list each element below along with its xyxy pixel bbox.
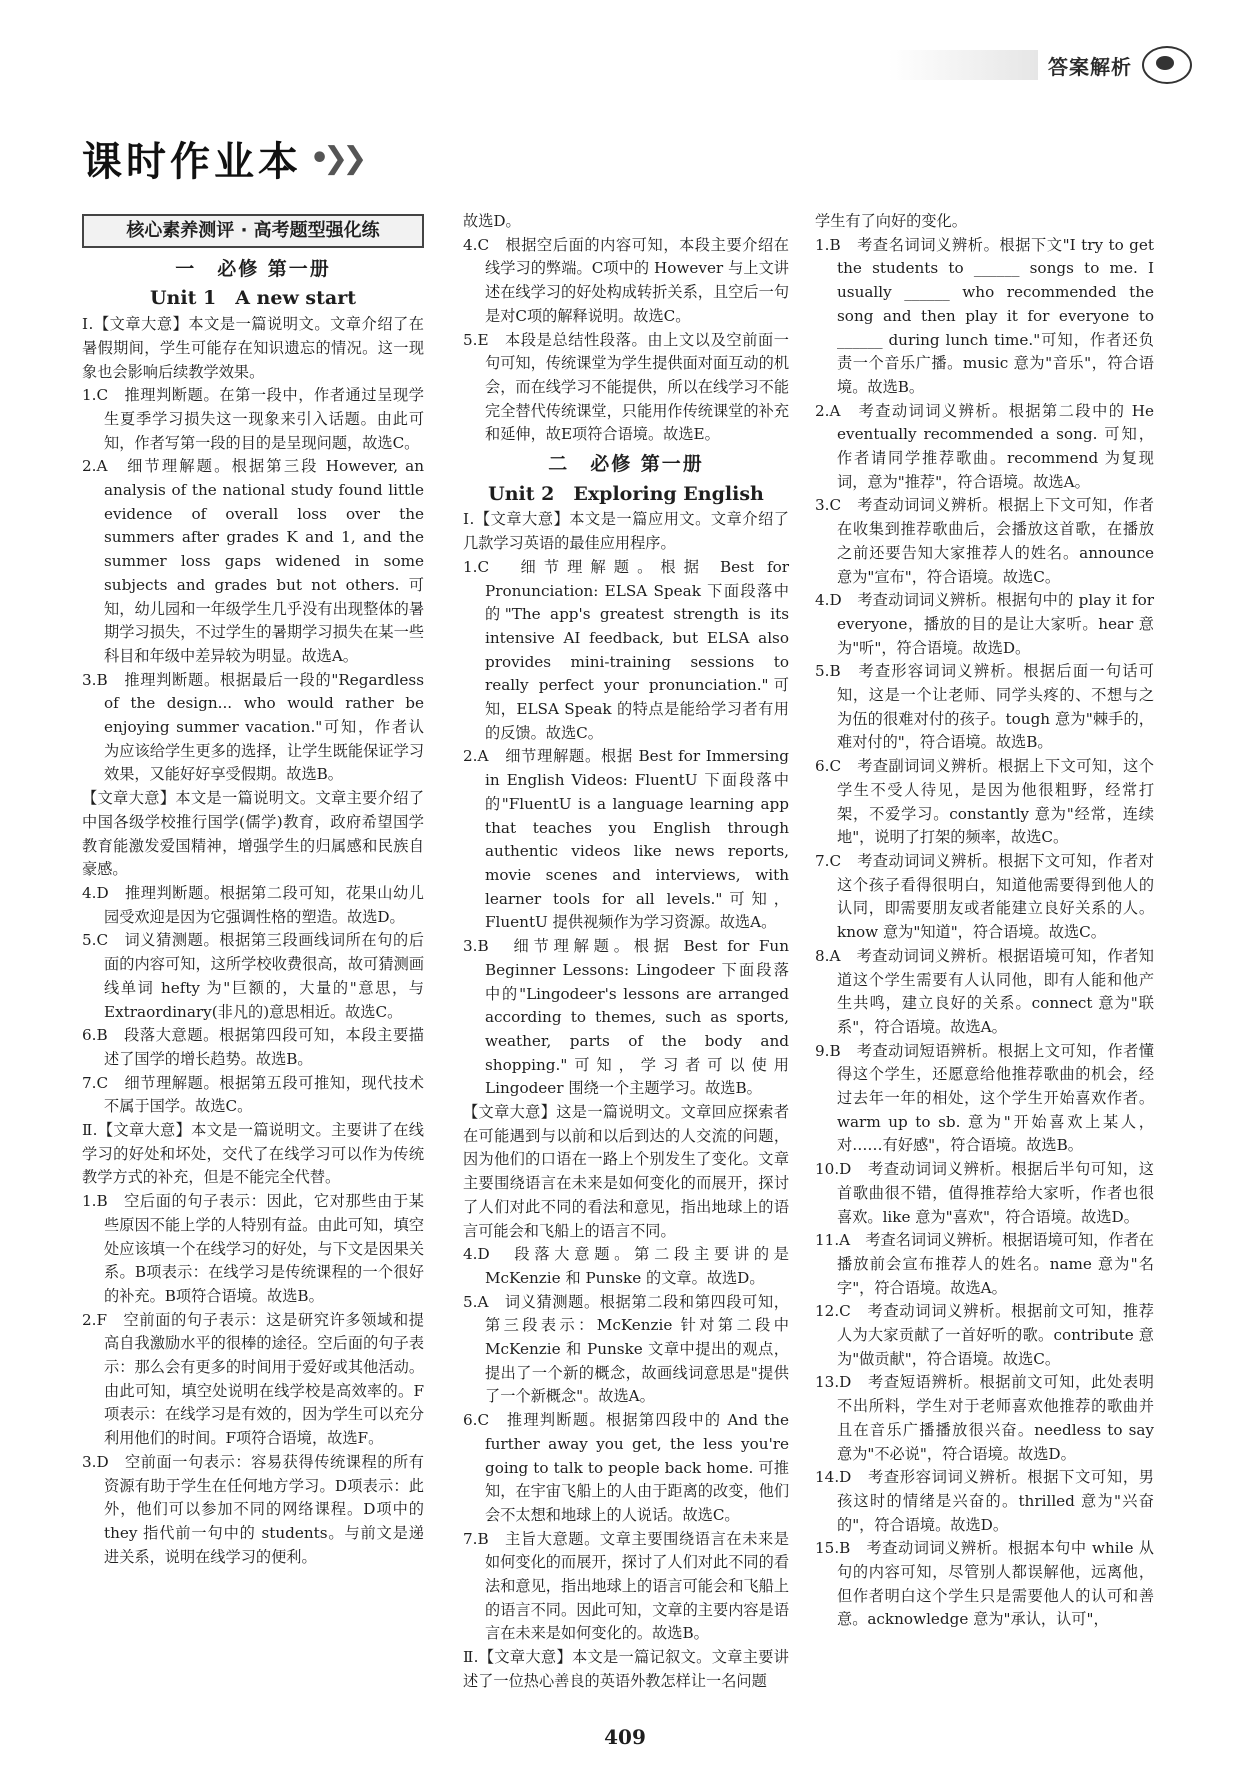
page-number: 409 (604, 1725, 646, 1749)
answer-paragraph: 5.C 词义猜测题。根据第三段画线词所在句的后面的内容可知，这所学校收费很高，故可猜测画线单词 hefty 为"巨额的，大量的"意思，与 Extraordinary(非凡的)意思相近。故选C。 (82, 931, 424, 1021)
answer-paragraph: 12.C 考查动词词义辨析。根据前文可知，推荐人为大家贡献了一首好听的歌。contribute 意为"做贡献"，符合语境。故选C。 (815, 1302, 1154, 1368)
unit-heading: Unit 2 Exploring English (488, 482, 764, 505)
answer-paragraph: 3.B 细节理解题。根据 Best for Fun Beginner Lessons: Lingodeer 下面段落中的"Lingodeer's lessons are arranged according to themes, such as sports, weather, parts of the body and shopping."可知，学习者可以使用 Lingodeer 围绕一个主题学习。故选B。 (463, 937, 789, 1098)
answer-paragraph: 2.A 细节理解题。根据第三段 However, an analysis of the national study found little evidence of overall loss over the summers after grades K and 1, and the summer loss gaps widened in some subjects and grades but not others. 可知，幼儿园和一年级学生几乎没有出现整体的暑期学习损失，不过学生的暑期学习损失在某一些科目和年级中差异较为明显。故选A。 (82, 457, 424, 665)
column-3 (815, 210, 1154, 1632)
answer-paragraph: 4.D 段落大意题。第二段主要讲的是 McKenzie 和 Punske 的文章。故选D。 (463, 1245, 789, 1287)
answer-paragraph: 11.A 考查名词词义辨析。根据语境可知，作者在播放前会宣布推荐人的姓名。name 意为"名字"，符合语境。故选A。 (815, 1231, 1154, 1297)
answer-paragraph: 3.B 推理判断题。根据最后一段的"Regardless of the design... who would rather be enjoying summer vacation."可知，作者认为应该给学生更多的选择，让学生既能保证学习效果，又能好好享受假期。故选B。 (82, 670, 424, 784)
section-heading: 二 必修 第一册 (548, 453, 704, 476)
answer-paragraph: 【文章大意】本文是一篇说明文。文章主要介绍了中国各级学校推行国学(儒学)教育，政府希望国学教育能激发爱国精神，增强学生的归属感和民族自豪感。 (82, 789, 424, 879)
answer-paragraph: 4.C 根据空后面的内容可知，本段主要介绍在线学习的弊端。C项中的 However 与上文讲述在线学习的好处构成转折关系，且空后一句是对C项的解释说明。故选C。 (463, 235, 789, 325)
answer-paragraph: 6.C 考查副词词义辨析。根据上下文可知，这个学生不受人待见，是因为他很粗野，经常打架，不爱学习。constantly 意为"经常，连续地"，说明了打架的频率，故选C。 (815, 757, 1154, 847)
answer-paragraph: 2.A 细节理解题。根据 Best for Immersing in English Videos: FluentU 下面段落中的"FluentU is a language learning app that teaches you English through authentic videos like news reports, movie scenes and interviews, with learner tools for all levels."可知，FluentU 提供视频作为学习资源。故选A。 (463, 747, 789, 932)
answer-paragraph: 5.E 本段是总结性段落。由上文以及空前面一句可知，传统课堂为学生提供面对面互动的机会，而在线学习不能提供，所以在线学习不能完全替代传统课堂，只能用作传统课堂的补充和延伸，故E项符合语境。故选E。 (463, 330, 789, 444)
unit-heading: Unit 1 A new start (149, 287, 356, 310)
column-2-body (463, 508, 789, 1693)
answer-paragraph: 6.B 段落大意题。根据第四段可知，本段主要描述了国学的增长趋势。故选B。 (82, 1026, 424, 1068)
column-2-body-top (463, 210, 789, 447)
answer-paragraph: 4.D 推理判断题。根据第二段可知，花果山幼儿园受欢迎是因为它强调性格的塑造。故选D。 (82, 883, 424, 926)
answer-paragraph: 5.B 考查形容词词义辨析。根据后面一句话可知，这是一个让老师、同学头疼的、不想与之为伍的很难对付的孩子。tough 意为"棘手的，难对付的"，符合语境。故选B。 (815, 662, 1154, 752)
page-header (888, 46, 1192, 84)
answer-paragraph: 15.B 考查动词词义辨析。根据本句中 while 从句的内容可知，尽管别人都误解他，远离他，但作者明白这个学生只是需要他人的认可和善意。acknowledge 意为"承认，认可"， (815, 1539, 1154, 1629)
double-chevron-icon: •❯❯ (310, 141, 362, 176)
answer-paragraph: 学生有了向好的变化。 (815, 212, 967, 230)
answer-paragraph: 1.B 考查名词词义辨析。根据下文"I try to get the students to ______ songs to me. I usually ______ who recommended the song and then play it for everyone to ______ during lunch time."可知，作者还负责一个音乐广播。music 意为"音乐"，符合语境。故选B。 (815, 235, 1154, 396)
header-bar (888, 50, 1038, 80)
answer-paragraph: 故选D。 (463, 212, 521, 230)
page-title-text: 课时作业本 (82, 139, 302, 185)
answer-paragraph: 8.A 考查动词词义辨析。根据语境可知，作者知道这个学生需要有人认同他，即有人能和他产生共鸣，建立良好的关系。connect 意为"联系"，符合语境。故选A。 (815, 946, 1154, 1036)
column-1 (82, 210, 424, 1569)
answer-paragraph: 14.D 考查形容词词义辨析。根据下文可知，男孩这时的情绪是兴奋的。thrilled 意为"兴奋的"，符合语境。故选D。 (815, 1468, 1154, 1534)
answer-paragraph: 4.D 考查动词词义辨析。根据句中的 play it for everyone，播放的目的是让大家听。hear 意为"听"，符合语境。故选D。 (815, 591, 1154, 657)
answer-paragraph: Ⅰ.【文章大意】本文是一篇应用文。文章介绍了几款学习英语的最佳应用程序。 (463, 510, 789, 553)
answer-paragraph: Ⅰ.【文章大意】本文是一篇说明文。文章介绍了在暑假期间，学生可能存在知识遗忘的情况。这一现象也会影响后续教学效果。 (82, 315, 424, 381)
page-title (82, 130, 361, 187)
answer-paragraph: 5.A 词义猜测题。根据第二段和第四段可知，第三段表示：McKenzie 针对第二段中 McKenzie 和 Punske 文章中提出的观点，提出了一个新的概念，故画线词意思是"提供了一个新概念"。故选A。 (463, 1292, 789, 1406)
answer-paragraph: 1.C 推理判断题。在第一段中，作者通过呈现学生夏季学习损失这一现象来引入话题。由此可知，作者写第一段的目的是呈现问题，故选C。 (82, 386, 424, 452)
answer-paragraph: Ⅱ.【文章大意】本文是一篇记叙文。文章主要讲述了一位热心善良的英语外教怎样让一名问题 (463, 1648, 789, 1690)
answer-paragraph: 9.B 考查动词短语辨析。根据上文可知，作者懂得这个学生，还愿意给他推荐歌曲的机会，经过去年一年的相处，这个学生开始喜欢作者。warm up to sb. 意为"开始喜欢上某人，对……有好感"，符合语境。故选B。 (815, 1041, 1154, 1155)
header-label: 答案解析 (1048, 54, 1132, 79)
answer-paragraph: 3.C 考查动词词义辨析。根据上下文可知，作者在收集到推荐歌曲后，会播放这首歌，在播放之前还要告知大家推荐人的姓名。announce 意为"宣布"，符合语境。故选C。 (815, 496, 1154, 586)
answer-paragraph: 7.B 主旨大意题。文章主要围绕语言在未来是如何变化的而展开，探讨了人们对此不同的看法和意见，指出地球上的语言可能会和飞船上的语言不同。因此可知，文章的主要内容是语言在未来是如何变化的。故选B。 (463, 1529, 789, 1643)
answer-paragraph: 1.B 空后面的句子表示：因此，它对那些由于某些原因不能上学的人特别有益。由此可知，填空处应该填一个在线学习的好处，与下文是因果关系。B项表示：在线学习是传统课程的一个很好的补充。B项符合语境。故选B。 (82, 1192, 424, 1305)
eye-logo-icon (1142, 46, 1192, 84)
section-heading: 一 必修 第一册 (175, 257, 331, 280)
answer-paragraph: 7.C 细节理解题。根据第五段可推知，现代技术不属于国学。故选C。 (82, 1073, 424, 1116)
section-badge: 核心素养测评 · 高考题型强化练 (82, 214, 424, 248)
answer-paragraph: 2.F 空前面的句子表示：这是研究许多领域和提高自我激励水平的很棒的途径。空后面的句子表示：那么会有更多的时间用于爱好或其他活动。由此可知，填空处说明在线学校是高效率的。F项表示：在线学习是有效的，因为学生可以充分利用他们的时间。F项符合语境，故选F。 (82, 1310, 424, 1448)
answer-paragraph: 7.C 考查动词词义辨析。根据下文可知，作者对这个孩子看得很明白，知道他需要得到他人的认同，即需要朋友或者能建立良好关系的人。know 意为"知道"，符合语境。故选C。 (815, 851, 1154, 942)
answer-paragraph: Ⅱ.【文章大意】本文是一篇说明文。主要讲了在线学习的好处和坏处，交代了在线学习可以作为传统教学方式的补充，但是不能完全代替。 (82, 1121, 424, 1187)
column-3-body (815, 210, 1154, 1632)
answer-paragraph: 2.A 考查动词词义辨析。根据第二段中的 He eventually recommended a song. 可知，作者请同学推荐歌曲。recommend 为复现词，意为"推荐"，符合语境。故选A。 (815, 401, 1154, 491)
column-1-body (82, 313, 424, 1569)
answer-paragraph: 【文章大意】这是一篇说明文。文章回应探索者在可能遇到与以前和以后到达的人交流的问题，因为他们的口语在一路上个别发生了变化。文章主要围绕语言在未来是如何变化的而展开，探讨了人们对此不同的看法和意见，指出地球上的语言可能会和飞船上的语言不同。 (463, 1103, 789, 1240)
answer-paragraph: 13.D 考查短语辨析。根据前文可知，此处表明不出所料，学生对于老师喜欢他推荐的歌曲并且在音乐广播播放很兴奋。needless to say 意为"不必说"，符合语境。故选D。 (815, 1373, 1154, 1463)
answer-paragraph: 6.C 推理判断题。根据第四段中的 And the further away you get, the less you're going to talk to people back home. 可推知，在宇宙飞船上的人由于距离的改变，他们会不太想和地球上的人说话。故选C。 (463, 1411, 789, 1524)
column-2 (463, 210, 789, 1694)
answer-paragraph: 10.D 考查动词词义辨析。根据后半句可知，这首歌曲很不错，值得推荐给大家听，作者也很喜欢。like 意为"喜欢"，符合语境。故选D。 (815, 1160, 1154, 1226)
answer-paragraph: 1.C 细节理解题。根据 Best for Pronunciation: ELSA Speak 下面段落中的"The app's greatest strength is its intensive AI feedback, but ELSA also provides mini-training sessions to really perfect your pronunciation."可知，ELSA Speak 的特点是能给学习者有用的反馈。故选C。 (463, 557, 789, 742)
answer-paragraph: 3.D 空前面一句表示：容易获得传统课程的所有资源有助于学生在任何地方学习。D项表示：此外，他们可以参加不同的网络课程。D项中的 they 指代前一句中的 students。与前文是递进关系，说明在线学习的便利。 (82, 1452, 424, 1566)
